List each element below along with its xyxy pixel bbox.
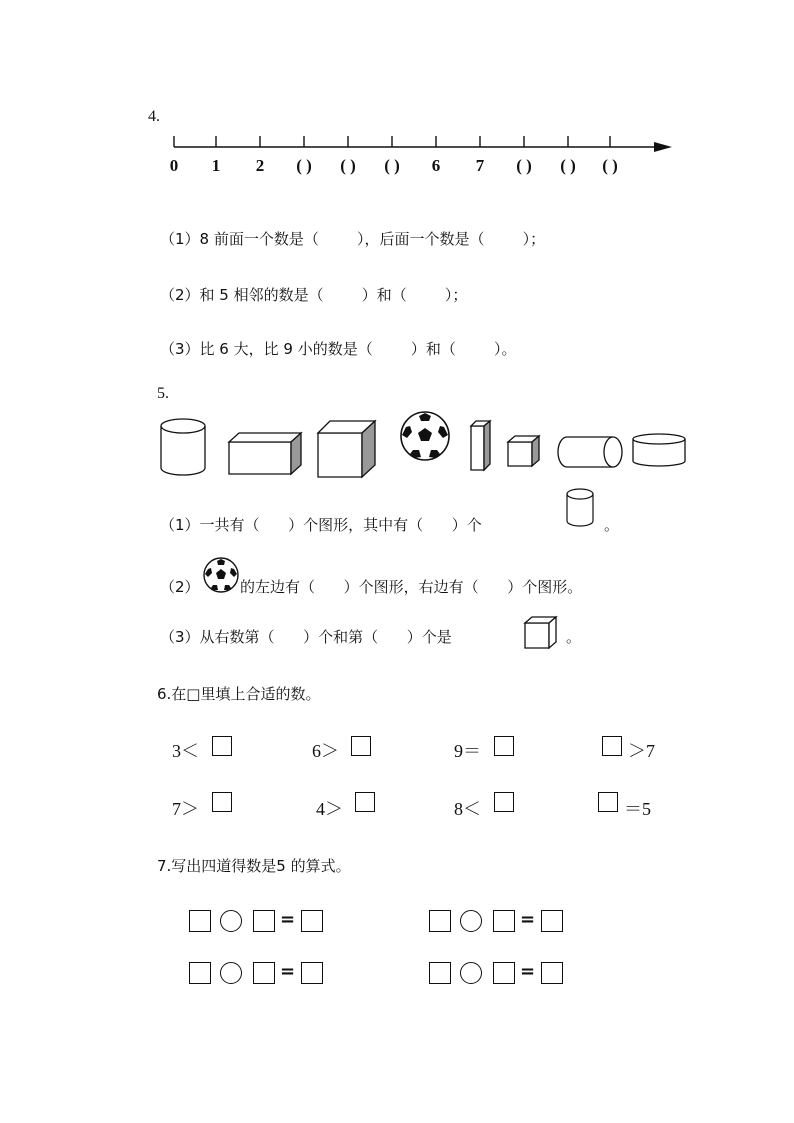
- q5-item-1-text: （1）一共有（ ）个图形，其中有（ ）个: [160, 516, 482, 534]
- answer-box[interactable]: [189, 962, 211, 984]
- q5-item-3-end: 。: [566, 628, 582, 646]
- q5-item-2-prefix: （2）: [160, 578, 200, 596]
- number-line-label: ( ): [340, 156, 356, 175]
- answer-box[interactable]: [429, 962, 451, 984]
- q6-r2-c4: ＝5: [624, 799, 651, 819]
- q7-title: 7.写出四道得数是5 的算式。: [157, 857, 351, 875]
- number-line-label: 2: [255, 156, 265, 175]
- operator-circle[interactable]: [220, 910, 242, 932]
- number-line-label: ( ): [516, 156, 532, 175]
- answer-box[interactable]: [189, 910, 211, 932]
- answer-box[interactable]: [301, 962, 323, 984]
- q6-r1-c3: 9＝: [454, 741, 481, 761]
- q6-r2-c3: 8＜: [454, 799, 481, 819]
- q5-number: 5.: [157, 385, 169, 402]
- cube-icon: [524, 616, 558, 650]
- q5-item-2-text: 的左边有（ ）个图形，右边有（ ）个图形。: [240, 578, 583, 596]
- answer-box[interactable]: [212, 736, 232, 756]
- answer-box[interactable]: [598, 792, 618, 812]
- answer-box[interactable]: [253, 962, 275, 984]
- answer-box[interactable]: [212, 792, 232, 812]
- answer-box[interactable]: [541, 962, 563, 984]
- number-line-label: ( ): [602, 156, 618, 175]
- answer-box[interactable]: [253, 910, 275, 932]
- answer-box[interactable]: [493, 910, 515, 932]
- number-line-label: 1: [211, 156, 221, 175]
- answer-box[interactable]: [355, 792, 375, 812]
- answer-box[interactable]: [351, 736, 371, 756]
- q6-title: 6.在□里填上合适的数。: [157, 685, 321, 703]
- equals-sign: =: [520, 961, 536, 982]
- number-line-label: 0: [169, 156, 179, 175]
- number-line-label: ( ): [384, 156, 400, 175]
- answer-box[interactable]: [602, 736, 622, 756]
- answer-box[interactable]: [429, 910, 451, 932]
- answer-box[interactable]: [541, 910, 563, 932]
- q4-number: 4.: [148, 108, 160, 125]
- number-line-label: 7: [475, 156, 485, 175]
- equals-sign: =: [520, 909, 536, 930]
- q4-item-3: （3）比 6 大，比 9 小的数是（ ）和（ ）。: [160, 340, 517, 358]
- number-line-label: ( ): [296, 156, 312, 175]
- answer-box[interactable]: [494, 736, 514, 756]
- soccer-ball-icon: [399, 410, 451, 462]
- equals-sign: =: [280, 909, 296, 930]
- number-line-label: 6: [431, 156, 441, 175]
- number-line-label: ( ): [560, 156, 576, 175]
- operator-circle[interactable]: [220, 962, 242, 984]
- q6-r1-c4: ＞7: [628, 741, 655, 761]
- answer-box[interactable]: [301, 910, 323, 932]
- cylinder-icon: [566, 488, 596, 528]
- tall-cuboid-icon: [470, 420, 492, 472]
- lying-cylinder-icon: [557, 436, 625, 470]
- flat-cylinder-icon: [632, 432, 688, 468]
- equals-sign: =: [280, 961, 296, 982]
- q5-item-3-text: （3）从右数第（ ）个和第（ ）个是: [160, 628, 452, 646]
- q6-r2-c2: 4＞: [316, 799, 343, 819]
- operator-circle[interactable]: [460, 910, 482, 932]
- answer-box[interactable]: [493, 962, 515, 984]
- q4-item-1: （1）8 前面一个数是（ ），后面一个数是（ ）；: [160, 230, 546, 248]
- small-cube-icon: [507, 435, 541, 469]
- soccer-ball-icon: [203, 557, 239, 593]
- q5-item-1-end: 。: [604, 516, 620, 534]
- answer-box[interactable]: [494, 792, 514, 812]
- q6-r2-c1: 7＞: [172, 799, 199, 819]
- q4-item-2: （2）和 5 相邻的数是（ ）和（ ）；: [160, 286, 468, 304]
- cuboid-icon: [228, 432, 302, 476]
- cube-icon: [317, 420, 377, 478]
- cylinder-icon: [160, 418, 208, 478]
- operator-circle[interactable]: [460, 962, 482, 984]
- q6-r1-c1: 3＜: [172, 741, 199, 761]
- q6-r1-c2: 6＞: [312, 741, 339, 761]
